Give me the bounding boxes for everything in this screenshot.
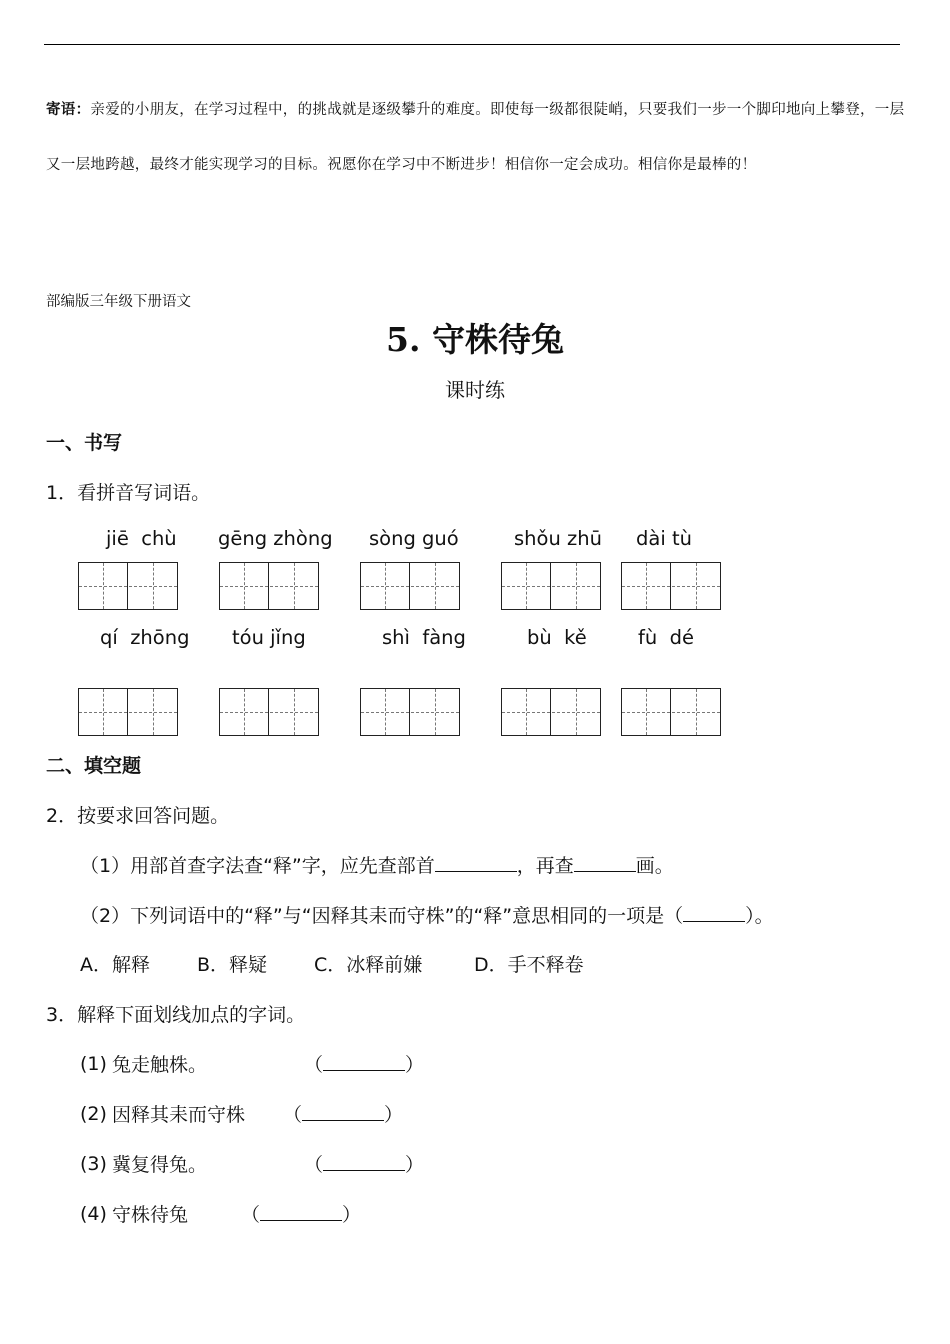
note-text: 亲爱的小朋友，在学习过程中，的挑战就是逐级攀升的难度。即使每一级都很陡峭，只要我们一步一个脚印地向上攀登，一层又一层地跨越，最终才能实现学习的目标。祝愿你在学习中不断进步！相信你一定会成功。相信你是最棒的！ <box>46 102 905 173</box>
answer-blank[interactable] <box>323 1150 405 1171</box>
question-3-prompt: 3．解释下面划线加点的字词。 <box>46 1004 306 1026</box>
writing-grid-box[interactable] <box>360 562 460 610</box>
pinyin-label: qí zhōng <box>100 626 190 649</box>
question-1-prompt: 1．看拼音写词语。 <box>46 482 211 504</box>
writing-grid-box[interactable] <box>219 562 319 610</box>
writing-grid-box[interactable] <box>78 562 178 610</box>
sub-item-text: 冀复得兔。 <box>112 1154 208 1176</box>
sub-item-text: 守株待兔 <box>112 1204 189 1226</box>
sub-item-number: (2) <box>80 1103 107 1125</box>
option-a[interactable]: A．解释 <box>80 954 150 976</box>
sub-item-text: 兔走触株。 <box>112 1054 208 1076</box>
sub-item-number: (3) <box>80 1153 107 1175</box>
answer-paren: （ ） <box>304 1150 424 1177</box>
writing-grid-box[interactable] <box>501 688 601 736</box>
pinyin-label: jiē chù <box>106 527 177 550</box>
encouragement-note <box>46 82 908 193</box>
sub-item-text: 因释其耒而守株 <box>112 1104 246 1126</box>
edition-label: 部编版三年级下册语文 <box>46 294 191 310</box>
pinyin-label: shǒu zhū <box>514 527 602 550</box>
answer-paren: （ ） <box>283 1100 403 1127</box>
pinyin-label: gēng zhòng <box>218 527 333 550</box>
top-divider <box>44 44 900 45</box>
section-heading-writing: 一、书写 <box>46 432 123 454</box>
answer-blank[interactable] <box>574 851 636 872</box>
answer-blank[interactable] <box>323 1050 405 1071</box>
option-b[interactable]: B．释疑 <box>197 954 268 976</box>
answer-blank[interactable] <box>260 1200 342 1221</box>
section-heading-fill-blank: 二、填空题 <box>46 755 142 777</box>
pinyin-label: dài tù <box>636 527 692 550</box>
option-c[interactable]: C．冰释前嫌 <box>314 954 423 976</box>
answer-blank[interactable] <box>302 1100 384 1121</box>
page-title: 5. 守株待兔 <box>386 320 564 359</box>
question-2-prompt: 2．按要求回答问题。 <box>46 805 230 827</box>
answer-blank[interactable] <box>683 901 745 922</box>
writing-grid-box[interactable] <box>219 688 319 736</box>
pinyin-label: tóu jǐng <box>232 626 306 649</box>
writing-grid-box[interactable] <box>360 688 460 736</box>
sub-item-number: (4) <box>80 1203 107 1225</box>
writing-grid-box[interactable] <box>78 688 178 736</box>
question-2-2: （2）下列词语中的“释”与“因释其耒而守株”的“释”意思相同的一项是（ ）。 <box>80 901 774 928</box>
answer-blank[interactable] <box>435 851 517 872</box>
pinyin-label: bù kě <box>527 626 587 649</box>
page-subtitle: 课时练 <box>445 378 505 402</box>
note-label: 寄语： <box>46 101 91 118</box>
answer-paren: （ ） <box>304 1050 424 1077</box>
question-2-1: （1）用部首查字法查“释”字，应先查部首 ，再查 画。 <box>80 851 674 878</box>
option-d[interactable]: D．手不释卷 <box>474 954 584 976</box>
pinyin-label: fù dé <box>638 626 694 649</box>
writing-grid-box[interactable] <box>621 688 721 736</box>
answer-paren: （ ） <box>241 1200 361 1227</box>
pinyin-label: sòng guó <box>369 527 459 550</box>
writing-grid-box[interactable] <box>501 562 601 610</box>
sub-item-number: (1) <box>80 1053 107 1075</box>
pinyin-label: shì fàng <box>382 626 466 649</box>
writing-grid-box[interactable] <box>621 562 721 610</box>
